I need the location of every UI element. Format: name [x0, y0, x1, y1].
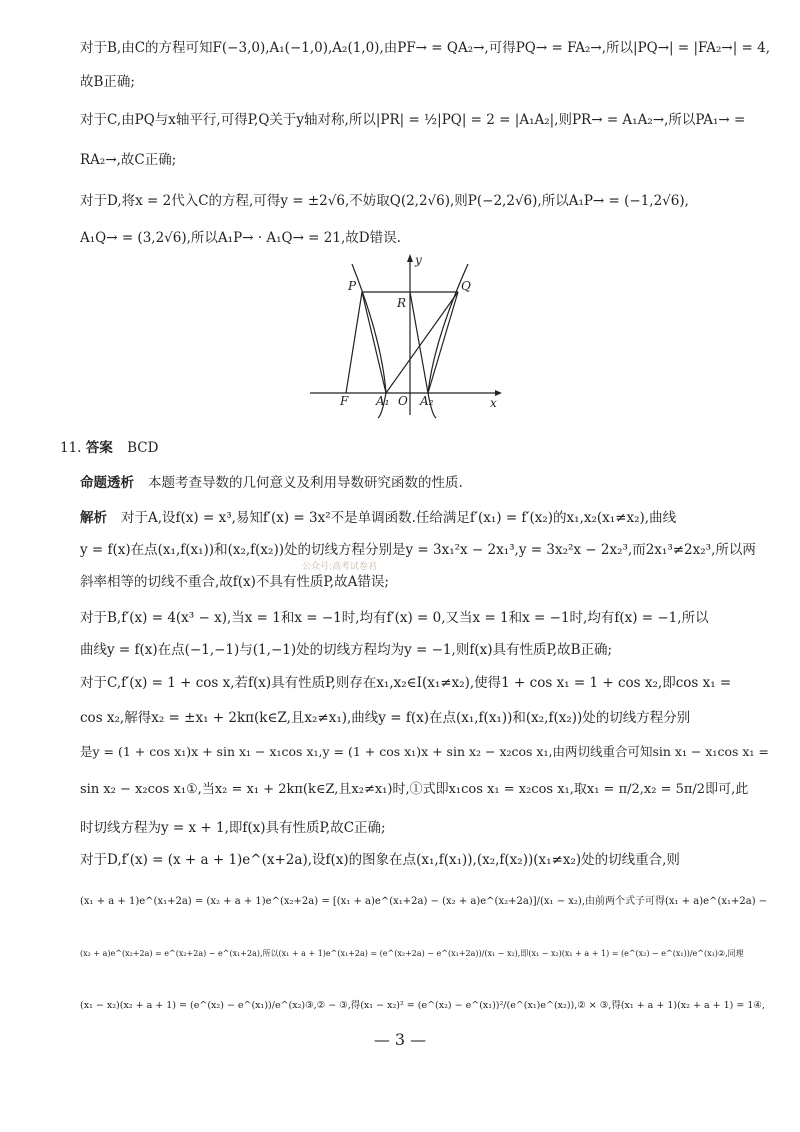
analysis-line-1 — [80, 508, 760, 528]
segment-pa1 — [362, 292, 386, 393]
label-q: Q — [461, 279, 471, 293]
text-line-b-2: 故B正确; — [80, 74, 135, 90]
analysis-line-4: 对于B,f′(x) = 4(x³ − x),当x = 1和x = −1时,均有f′(x) = 0,又当x = 1和x = −1时,均有f(x) = −1,所以 — [80, 610, 709, 626]
label-a1: A₁ — [376, 394, 390, 408]
label-x: x — [490, 396, 497, 410]
analysis-line-9: sin x₂ − x₂cos x₁①,当x₂ = x₁ + 2kπ(k∈Z,且x₂≠x₁)时,①式即x₁cos x₁ = x₂cos x₁,取x₁ = π/2,x₂ = 5π/2即可,此 — [80, 782, 749, 797]
segment-ra2 — [410, 292, 428, 393]
hyperbola-figure — [300, 250, 520, 420]
answer-heading — [60, 438, 158, 458]
analysis-line-6: 对于C,f′(x) = 1 + cos x,若f(x)具有性质P,则存在x₁,x₂∈I(x₁≠x₂),使得1 + cos x₁ = 1 + cos x₂,即cos x₁ = — [80, 675, 732, 691]
analysis-line-13: (x₂ + a)e^(x₂+2a) = e^(x₂+2a) − e^(x₁+2a),所以(x₁ + a + 1)e^(x₁+2a) = (e^(x₂+2a) − e^(x₁+2a))/(x₁ − x₂),即(x₁ − x₂)(x₁ + a + 1) = (e^(x₂) − e^(x₁))/e^(x₁)②,同理 — [80, 949, 744, 958]
label-r: R — [397, 296, 407, 310]
text-line-b-1: 对于B,由C的方程可知F(−3,0),A₁(−1,0),A₂(1,0),由PF→ = QA₂→,可得PQ→ = FA₂→,所以|PQ→| = |FA₂→| = 4, — [80, 40, 771, 56]
intent-label: 命题透析 — [80, 475, 134, 491]
analysis-line-8: 是y = (1 + cos x₁)x + sin x₁ − x₁cos x₁,y = (1 + cos x₁)x + sin x₂ − x₂cos x₁,由两切线重合可知sin x₁ − x₁cos x₁ = — [80, 744, 769, 759]
question-number: 11. — [60, 440, 82, 456]
analysis-line-2: y = f(x)在点(x₁,f(x₁))和(x₂,f(x₂))处的切线方程分别是y = 3x₁²x − 2x₁³,y = 3x₂²x − 2x₂³,而2x₁³≠2x₂³,所以两 — [80, 542, 756, 558]
analysis-label: 解析 — [80, 510, 107, 526]
watermark: 公众号:高考试卷君 — [302, 562, 378, 572]
analysis-line-7: cos x₂,解得x₂ = ±x₁ + 2kπ(k∈Z,且x₂≠x₁),曲线y = f(x)在点(x₁,f(x₁))和(x₂,f(x₂))处的切线方程分别 — [80, 710, 691, 726]
intent-line — [80, 473, 760, 493]
text-line-c-1: 对于C,由PQ与x轴平行,可得P,Q关于y轴对称,所以|PR| = ½|PQ| = 2 = |A₁A₂|,则PR→ = A₁A₂→,所以PA₁→ = — [80, 112, 746, 128]
label-o: O — [398, 394, 408, 408]
text-line-d-2: A₁Q→ = (3,2√6),所以A₁P→ · A₁Q→ = 21,故D错误. — [80, 230, 401, 246]
label-a2: A₂ — [420, 394, 434, 408]
analysis-line-14: (x₁ − x₂)(x₂ + a + 1) = (e^(x₂) − e^(x₁))/e^(x₂)③,② − ③,得(x₁ − x₂)² = (e^(x₂) − e^(x₁))²/(e^(x₁)e^(x₂)),② × ③,得(x₁ + a + 1)(x₂ + a + 1) = 1④, — [80, 1000, 765, 1011]
label-y: y — [415, 253, 422, 267]
analysis-line-11: 对于D,f′(x) = (x + a + 1)e^(x+2a),设f(x)的图象在点(x₁,f(x₁)),(x₂,f(x₂))(x₁≠x₂)处的切线重合,则 — [80, 852, 680, 868]
y-axis-arrow — [407, 254, 413, 262]
text-line-d-1: 对于D,将x = 2代入C的方程,可得y = ±2√6,不妨取Q(2,2√6),则P(−2,2√6),所以A₁P→ = (−1,2√6), — [80, 193, 689, 209]
intent-text: 本题考查导数的几何意义及利用导数研究函数的性质. — [148, 475, 463, 491]
analysis-line-3: 斜率相等的切线不重合,故f(x)不具有性质P,故A错误; — [80, 574, 389, 590]
analysis-line-12: (x₁ + a + 1)e^(x₁+2a) = (x₂ + a + 1)e^(x₂+2a) = [(x₁ + a)e^(x₁+2a) − (x₂ + a)e^(x₂+2a)]/(x₁ − x₂),由前两个式子可得(x₁ + a)e^(x₁+2a) − — [80, 896, 768, 907]
label-f: F — [340, 394, 349, 408]
analysis-text-1: 对于A,设f(x) = x³,易知f′(x) = 3x²不是单调函数.任给满足f′(x₁) = f′(x₂)的x₁,x₂(x₁≠x₂),曲线 — [121, 510, 677, 526]
answer-value: BCD — [127, 440, 159, 456]
text-line-c-2: RA₂→,故C正确; — [80, 152, 177, 168]
page-number: — 3 — — [373, 1030, 427, 1049]
label-p: P — [348, 279, 357, 293]
segment-a2q — [428, 292, 458, 393]
analysis-line-10: 时切线方程为y = x + 1,即f(x)具有性质P,故C正确; — [80, 820, 386, 836]
segment-fp — [346, 292, 362, 393]
answer-label: 答案 — [85, 440, 113, 456]
analysis-line-5: 曲线y = f(x)在点(−1,−1)与(1,−1)处的切线方程均为y = −1,则f(x)具有性质P,故B正确; — [80, 642, 613, 658]
